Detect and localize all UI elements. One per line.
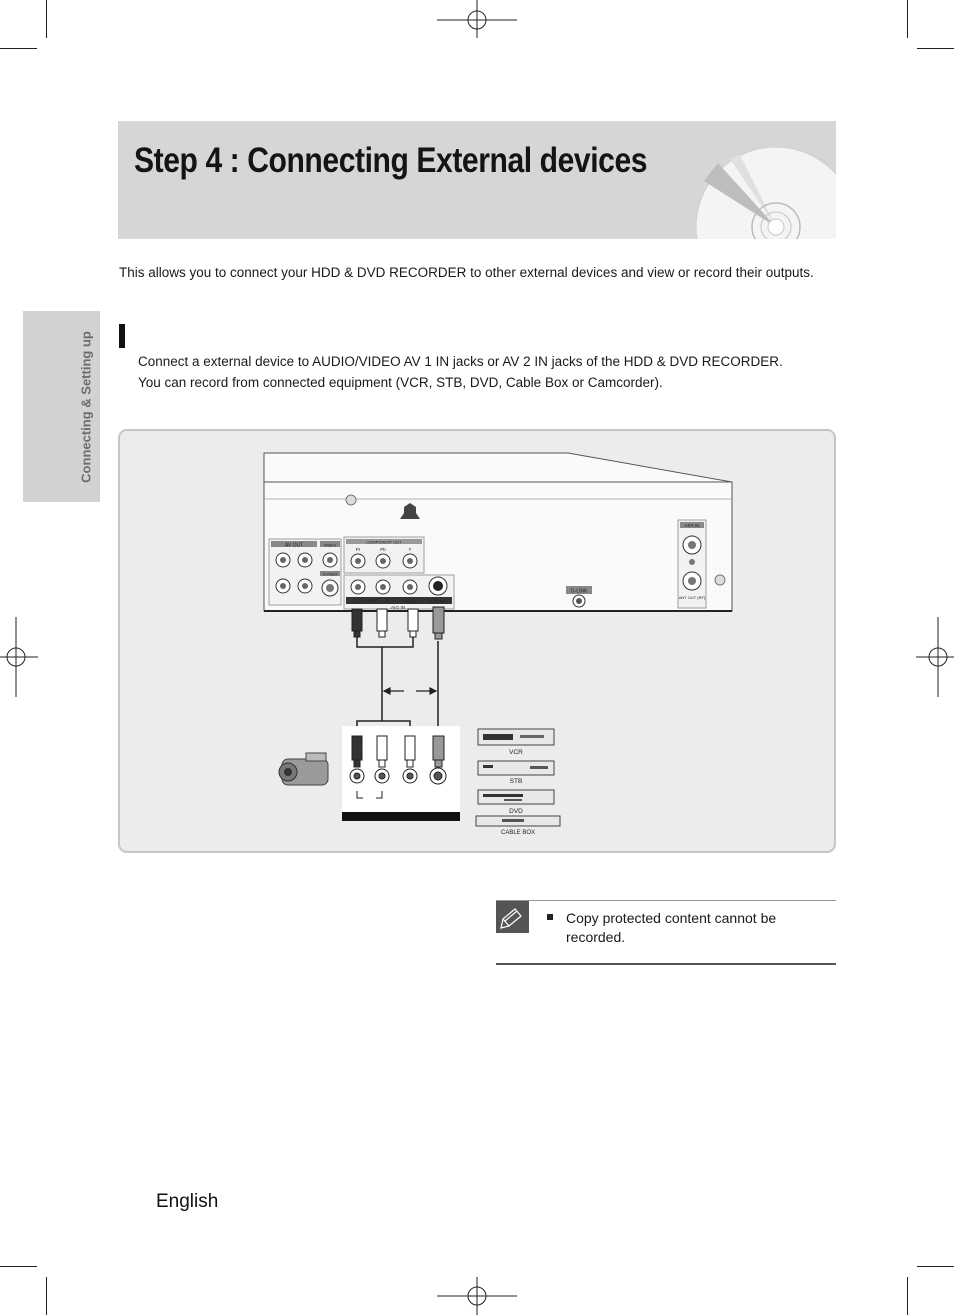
- label-svideo-in: S-VIDEO: [429, 598, 447, 604]
- description: [138, 351, 783, 393]
- label-ant-out: ANT OUT (RF): [678, 595, 706, 600]
- section-marker: [119, 324, 125, 348]
- device-label-cable-box: CABLE BOX: [500, 830, 536, 836]
- recorder-rear-panel: [264, 453, 732, 611]
- device-label-dvd: DVD: [509, 808, 523, 815]
- label-vid: VIDEO: [402, 598, 418, 604]
- label-video: VIDEO: [323, 542, 337, 548]
- diagram-svg: [120, 431, 834, 851]
- side-tab-label: Connecting & Setting up: [78, 330, 93, 483]
- note-divider: [496, 963, 836, 965]
- direction-arrows: [384, 688, 436, 694]
- note-text: Copy protected content cannot be recorded.: [566, 910, 777, 945]
- description-line: You can record from connected equipment (VCR, STB, DVD, Cable Box or Camcorder).: [138, 375, 663, 390]
- external-device-panel: [342, 726, 460, 821]
- device-label-stb: STB: [509, 778, 523, 785]
- cables: [357, 636, 438, 736]
- connection-diagram: [118, 429, 836, 853]
- side-tab: [23, 311, 100, 502]
- device-label-vcr: VCR: [509, 749, 523, 756]
- note-icon: [496, 901, 529, 933]
- description-line: Connect a external device to AUDIO/VIDEO AV 1 IN jacks or AV 2 IN jacks of the HDD & DVD RECORDER.: [138, 354, 783, 369]
- page-title: Step 4 : Connecting External devices: [134, 141, 648, 180]
- label-pb: Pb: [380, 547, 386, 552]
- label-audio: L — AUDIO — R: [355, 598, 389, 604]
- label-g-link: G-LINK: [570, 588, 588, 595]
- label-ant-in: ANT IN: [684, 523, 700, 528]
- pencil-icon: [496, 901, 529, 933]
- label-s-video: S-VIDEO: [322, 572, 338, 577]
- note-bullet: [547, 914, 553, 920]
- disc-icon: [696, 147, 836, 239]
- label-component-out: COMPONENT OUT: [366, 539, 402, 545]
- intro-text: This allows you to connect your HDD & DVD RECORDER to other external devices and view or record their outputs.: [119, 265, 814, 280]
- cable-box-icon: [476, 816, 560, 836]
- footer-language: English: [156, 1191, 219, 1212]
- label-y: Y: [408, 547, 412, 552]
- stb-icon: [478, 761, 554, 785]
- label-av-out: AV OUT: [284, 542, 304, 549]
- label-pr: Pr: [355, 547, 361, 552]
- note-divider: [496, 900, 836, 901]
- vcr-icon: [478, 729, 554, 756]
- dvd-player-icon: [478, 790, 554, 815]
- title-band: [118, 121, 836, 239]
- label-av-in: AV1 IN: [391, 605, 405, 610]
- camcorder-icon: [279, 753, 328, 785]
